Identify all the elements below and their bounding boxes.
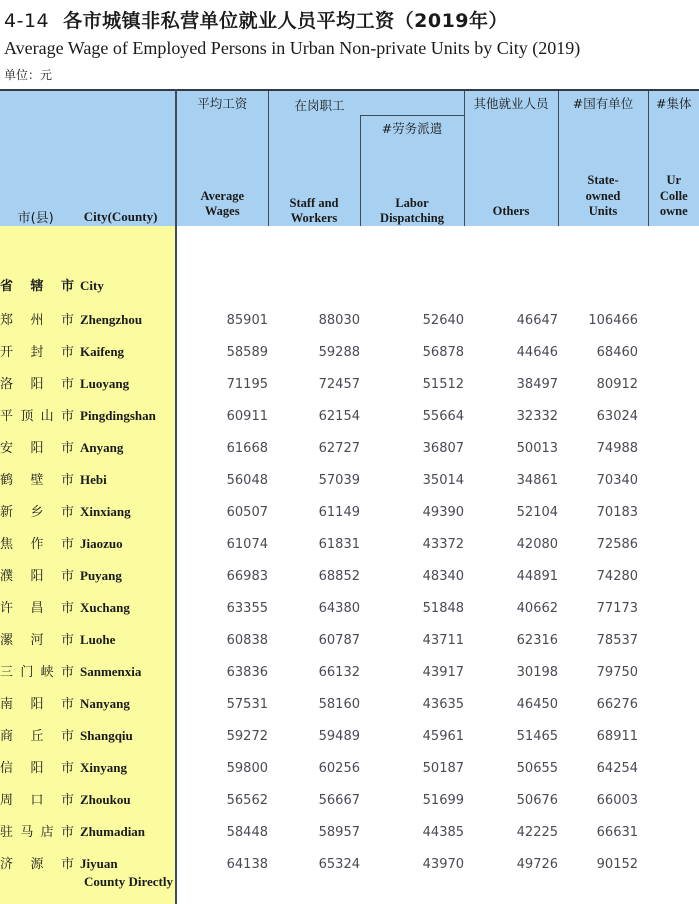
table-cell-value: 30198 — [464, 648, 558, 680]
table-cell-value: 63355 — [176, 584, 268, 616]
table-row — [0, 392, 699, 424]
row-label-cell — [0, 648, 176, 680]
table-cell-value: 90152 — [558, 840, 648, 872]
table-cell-value: 62316 — [464, 616, 558, 648]
row-label-cell — [0, 680, 176, 712]
unit-note: 单位：元 — [4, 68, 53, 82]
row-label-en: Xuchang — [80, 600, 130, 615]
section-header-cn: 省 辖 市 — [0, 279, 74, 294]
table-cell-clipped — [648, 584, 699, 616]
table-cell-value: 61149 — [268, 488, 360, 520]
row-label-cn: 周口市 — [0, 793, 74, 808]
table-row — [0, 776, 699, 808]
table-cell-value: 51512 — [360, 360, 464, 392]
table-cell-value: 45961 — [360, 712, 464, 744]
table-cell-value: 32332 — [464, 392, 558, 424]
row-label-en: Kaifeng — [80, 344, 125, 359]
row-label-cell — [0, 616, 176, 648]
header-group-staff-and-workers — [268, 90, 464, 116]
row-label-cn: 漯河市 — [0, 633, 74, 648]
row-label-cn: 许昌市 — [0, 601, 74, 616]
table-row — [0, 584, 699, 616]
header-others-en: Others — [492, 203, 530, 218]
row-label-en: Xinxiang — [80, 504, 131, 519]
table-cell-value: 58448 — [176, 808, 268, 840]
table-cell-value: 43635 — [360, 680, 464, 712]
table-row — [0, 488, 699, 520]
table-cell-clipped — [648, 712, 699, 744]
next-section-blank — [176, 872, 699, 904]
table-row — [0, 744, 699, 776]
table-cell-value: 56562 — [176, 776, 268, 808]
row-label-cell — [0, 520, 176, 552]
table-title-cn-text: 各市城镇非私营单位就业人员平均工资（2019年） — [63, 10, 509, 32]
table-cell-value: 56667 — [268, 776, 360, 808]
table-cell-clipped — [648, 808, 699, 840]
table-cell-value: 43372 — [360, 520, 464, 552]
table-header — [0, 90, 699, 226]
next-section-partial-row — [0, 872, 699, 904]
table-cell-value: 44646 — [464, 328, 558, 360]
row-label-en: Zhumadian — [80, 824, 146, 839]
table-cell-value: 58589 — [176, 328, 268, 360]
table-row — [0, 328, 699, 360]
header-average-wages-en: Average Wages — [200, 188, 244, 218]
header-city-county-cn: 市(县) — [17, 211, 54, 226]
row-label-cn: 信阳市 — [0, 761, 74, 776]
table-cell-value: 56048 — [176, 456, 268, 488]
header-others — [464, 90, 558, 226]
table-cell-value: 52104 — [464, 488, 558, 520]
row-label-cell — [0, 744, 176, 776]
table-cell-value: 59489 — [268, 712, 360, 744]
table-cell-value: 106466 — [558, 296, 648, 328]
table-cell-value: 51848 — [360, 584, 464, 616]
section-header-blank — [176, 254, 699, 296]
row-label-cell — [0, 712, 176, 744]
header-staff-group-cn: 在岗职工 — [294, 98, 345, 114]
table-cell-value: 66132 — [268, 648, 360, 680]
table-cell-value: 61668 — [176, 424, 268, 456]
row-label-cn: 商丘市 — [0, 729, 74, 744]
row-label-cn: 郑州市 — [0, 313, 74, 328]
table-cell-clipped — [648, 840, 699, 872]
row-label-cn: 南阳市 — [0, 697, 74, 712]
row-label-cn: 三门峡市 — [0, 665, 74, 680]
table-cell-value: 66631 — [558, 808, 648, 840]
table-row — [0, 456, 699, 488]
section-header-row — [0, 254, 699, 296]
wage-table — [0, 89, 699, 904]
table-cell-value: 60787 — [268, 616, 360, 648]
table-row — [0, 616, 699, 648]
table-cell-value: 66276 — [558, 680, 648, 712]
table-cell-value: 46647 — [464, 296, 558, 328]
table-cell-value: 59800 — [176, 744, 268, 776]
table-cell-clipped — [648, 296, 699, 328]
row-label-cn: 济源市 — [0, 857, 74, 872]
row-label-cn: 新乡市 — [0, 505, 74, 520]
header-labor-dispatching-cn: #劳务派遣 — [381, 121, 443, 137]
table-cell-clipped — [648, 776, 699, 808]
row-label-cell — [0, 360, 176, 392]
table-cell-value: 52640 — [360, 296, 464, 328]
table-cell-value: 42080 — [464, 520, 558, 552]
header-staff-and-workers — [268, 116, 360, 226]
row-label-en: Luoyang — [80, 376, 130, 391]
section-header-en: City — [80, 278, 104, 293]
spacer-name-cell — [0, 226, 176, 254]
table-cell-value: 64254 — [558, 744, 648, 776]
row-label-cell — [0, 776, 176, 808]
table-cell-value: 62727 — [268, 424, 360, 456]
table-cell-value: 51465 — [464, 712, 558, 744]
table-cell-value: 63836 — [176, 648, 268, 680]
table-title-english: Average Wage of Employed Persons in Urban Non-private Units by City (2019) — [4, 38, 581, 58]
header-state-owned-en: State- owned Units — [585, 173, 621, 218]
table-cell-clipped — [648, 360, 699, 392]
row-label-cell — [0, 328, 176, 360]
table-row — [0, 712, 699, 744]
table-title-chinese — [0, 0, 699, 33]
table-cell-value: 60838 — [176, 616, 268, 648]
table-cell-value: 50187 — [360, 744, 464, 776]
table-cell-clipped — [648, 680, 699, 712]
table-cell-value: 36807 — [360, 424, 464, 456]
row-label-cn: 鹤壁市 — [0, 473, 74, 488]
table-cell-value: 62154 — [268, 392, 360, 424]
table-cell-value: 88030 — [268, 296, 360, 328]
table-cell-value: 74988 — [558, 424, 648, 456]
header-average-wages-cn: 平均工资 — [197, 96, 248, 111]
table-row — [0, 648, 699, 680]
row-label-cell — [0, 808, 176, 840]
table-cell-value: 60911 — [176, 392, 268, 424]
row-label-cell — [0, 392, 176, 424]
table-row — [0, 552, 699, 584]
table-cell-value: 49726 — [464, 840, 558, 872]
table-row — [0, 424, 699, 456]
table-cell-clipped — [648, 392, 699, 424]
spacer-value-cells — [176, 226, 699, 254]
table-cell-clipped — [648, 744, 699, 776]
table-cell-value: 78537 — [558, 616, 648, 648]
table-cell-value: 50013 — [464, 424, 558, 456]
header-state-owned-units — [558, 90, 648, 226]
table-cell-clipped — [648, 424, 699, 456]
table-spacer-row — [0, 226, 699, 254]
row-label-en: Zhoukou — [80, 792, 131, 807]
next-section-label: County Directly — [84, 874, 173, 889]
header-labor-dispatching — [360, 116, 464, 226]
table-cell-value: 57531 — [176, 680, 268, 712]
table-number: 4-14 — [4, 10, 50, 32]
table-cell-value: 44385 — [360, 808, 464, 840]
header-urban-collective-en: Ur Colle owne — [659, 173, 688, 218]
header-group-row — [0, 90, 699, 116]
table-cell-value: 72457 — [268, 360, 360, 392]
header-urban-collective-owned-units — [648, 90, 699, 226]
row-label-cell — [0, 584, 176, 616]
table-cell-value: 61074 — [176, 520, 268, 552]
header-average-wages — [176, 90, 268, 226]
row-label-en: Zhengzhou — [80, 312, 143, 327]
row-label-en: Hebi — [80, 472, 107, 487]
table-cell-value: 43711 — [360, 616, 464, 648]
row-label-en: Sanmenxia — [80, 664, 142, 679]
table-cell-clipped — [648, 552, 699, 584]
row-label-en: Jiaozuo — [80, 536, 123, 551]
table-cell-value: 61831 — [268, 520, 360, 552]
row-label-en: Puyang — [80, 568, 122, 583]
table-cell-value: 80912 — [558, 360, 648, 392]
table-cell-value: 60507 — [176, 488, 268, 520]
table-cell-value: 57039 — [268, 456, 360, 488]
row-label-en: Jiyuan — [80, 856, 118, 871]
table-cell-value: 70340 — [558, 456, 648, 488]
table-row — [0, 360, 699, 392]
row-label-cn: 濮阳市 — [0, 569, 74, 584]
table-cell-value: 64138 — [176, 840, 268, 872]
table-row — [0, 808, 699, 840]
table-cell-clipped — [648, 648, 699, 680]
table-cell-value: 35014 — [360, 456, 464, 488]
row-label-en: Nanyang — [80, 696, 130, 711]
table-cell-value: 77173 — [558, 584, 648, 616]
header-state-owned-cn: #国有单位 — [572, 96, 634, 111]
table-cell-value: 43917 — [360, 648, 464, 680]
table-cell-value: 63024 — [558, 392, 648, 424]
table-cell-value: 59288 — [268, 328, 360, 360]
table-cell-value: 59272 — [176, 712, 268, 744]
table-cell-value: 68460 — [558, 328, 648, 360]
table-cell-value: 56878 — [360, 328, 464, 360]
table-cell-value: 66983 — [176, 552, 268, 584]
table-row — [0, 296, 699, 328]
row-label-cell — [0, 456, 176, 488]
table-cell-clipped — [648, 456, 699, 488]
header-city-county-en: City(County) — [83, 208, 158, 224]
row-label-cn: 安阳市 — [0, 441, 74, 456]
table-cell-clipped — [648, 328, 699, 360]
row-label-cell — [0, 552, 176, 584]
table-cell-value: 34861 — [464, 456, 558, 488]
table-cell-value: 50676 — [464, 776, 558, 808]
row-label-cn: 洛阳市 — [0, 377, 74, 392]
table-cell-clipped — [648, 520, 699, 552]
table-cell-value: 58160 — [268, 680, 360, 712]
header-urban-collective-cn: #集体 — [656, 96, 692, 111]
row-label-en: Anyang — [80, 440, 124, 455]
table-body — [0, 226, 699, 904]
table-cell-value: 51699 — [360, 776, 464, 808]
table-cell-value: 60256 — [268, 744, 360, 776]
row-label-cn: 平顶山市 — [0, 409, 74, 424]
table-cell-value: 40662 — [464, 584, 558, 616]
table-cell-value: 42225 — [464, 808, 558, 840]
table-cell-value: 66003 — [558, 776, 648, 808]
table-cell-value: 38497 — [464, 360, 558, 392]
row-label-en: Shangqiu — [80, 728, 133, 743]
table-cell-value: 72586 — [558, 520, 648, 552]
table-cell-value: 65324 — [268, 840, 360, 872]
table-row — [0, 840, 699, 872]
section-header-cell — [0, 254, 176, 296]
row-label-en: Xinyang — [80, 760, 127, 775]
table-cell-value: 50655 — [464, 744, 558, 776]
header-staff-and-workers-en: Staff and Workers — [289, 195, 339, 225]
row-label-cell — [0, 424, 176, 456]
table-cell-value: 46450 — [464, 680, 558, 712]
header-labor-dispatching-en: Labor Dispatching — [380, 195, 444, 225]
row-label-cell — [0, 488, 176, 520]
next-section-cell — [0, 872, 176, 904]
table-row — [0, 520, 699, 552]
row-label-cell — [0, 296, 176, 328]
table-cell-value: 74280 — [558, 552, 648, 584]
table-cell-value: 55664 — [360, 392, 464, 424]
table-cell-value: 58957 — [268, 808, 360, 840]
row-label-en: Pingdingshan — [80, 408, 156, 423]
table-cell-value: 79750 — [558, 648, 648, 680]
table-cell-value: 70183 — [558, 488, 648, 520]
table-cell-value: 85901 — [176, 296, 268, 328]
row-label-cn: 焦作市 — [0, 537, 74, 552]
row-label-cell — [0, 840, 176, 872]
table-cell-clipped — [648, 488, 699, 520]
row-label-en: Luohe — [80, 632, 116, 647]
table-cell-value: 44891 — [464, 552, 558, 584]
table-cell-value: 68911 — [558, 712, 648, 744]
row-label-cn: 驻马店市 — [0, 825, 74, 840]
table-cell-value: 64380 — [268, 584, 360, 616]
header-others-cn: 其他就业人员 — [473, 96, 549, 111]
table-cell-clipped — [648, 616, 699, 648]
header-city-county — [0, 90, 176, 226]
row-label-cn: 开封市 — [0, 345, 74, 360]
table-cell-value: 43970 — [360, 840, 464, 872]
table-row — [0, 680, 699, 712]
table-cell-value: 68852 — [268, 552, 360, 584]
table-cell-value: 48340 — [360, 552, 464, 584]
table-cell-value: 49390 — [360, 488, 464, 520]
table-cell-value: 71195 — [176, 360, 268, 392]
